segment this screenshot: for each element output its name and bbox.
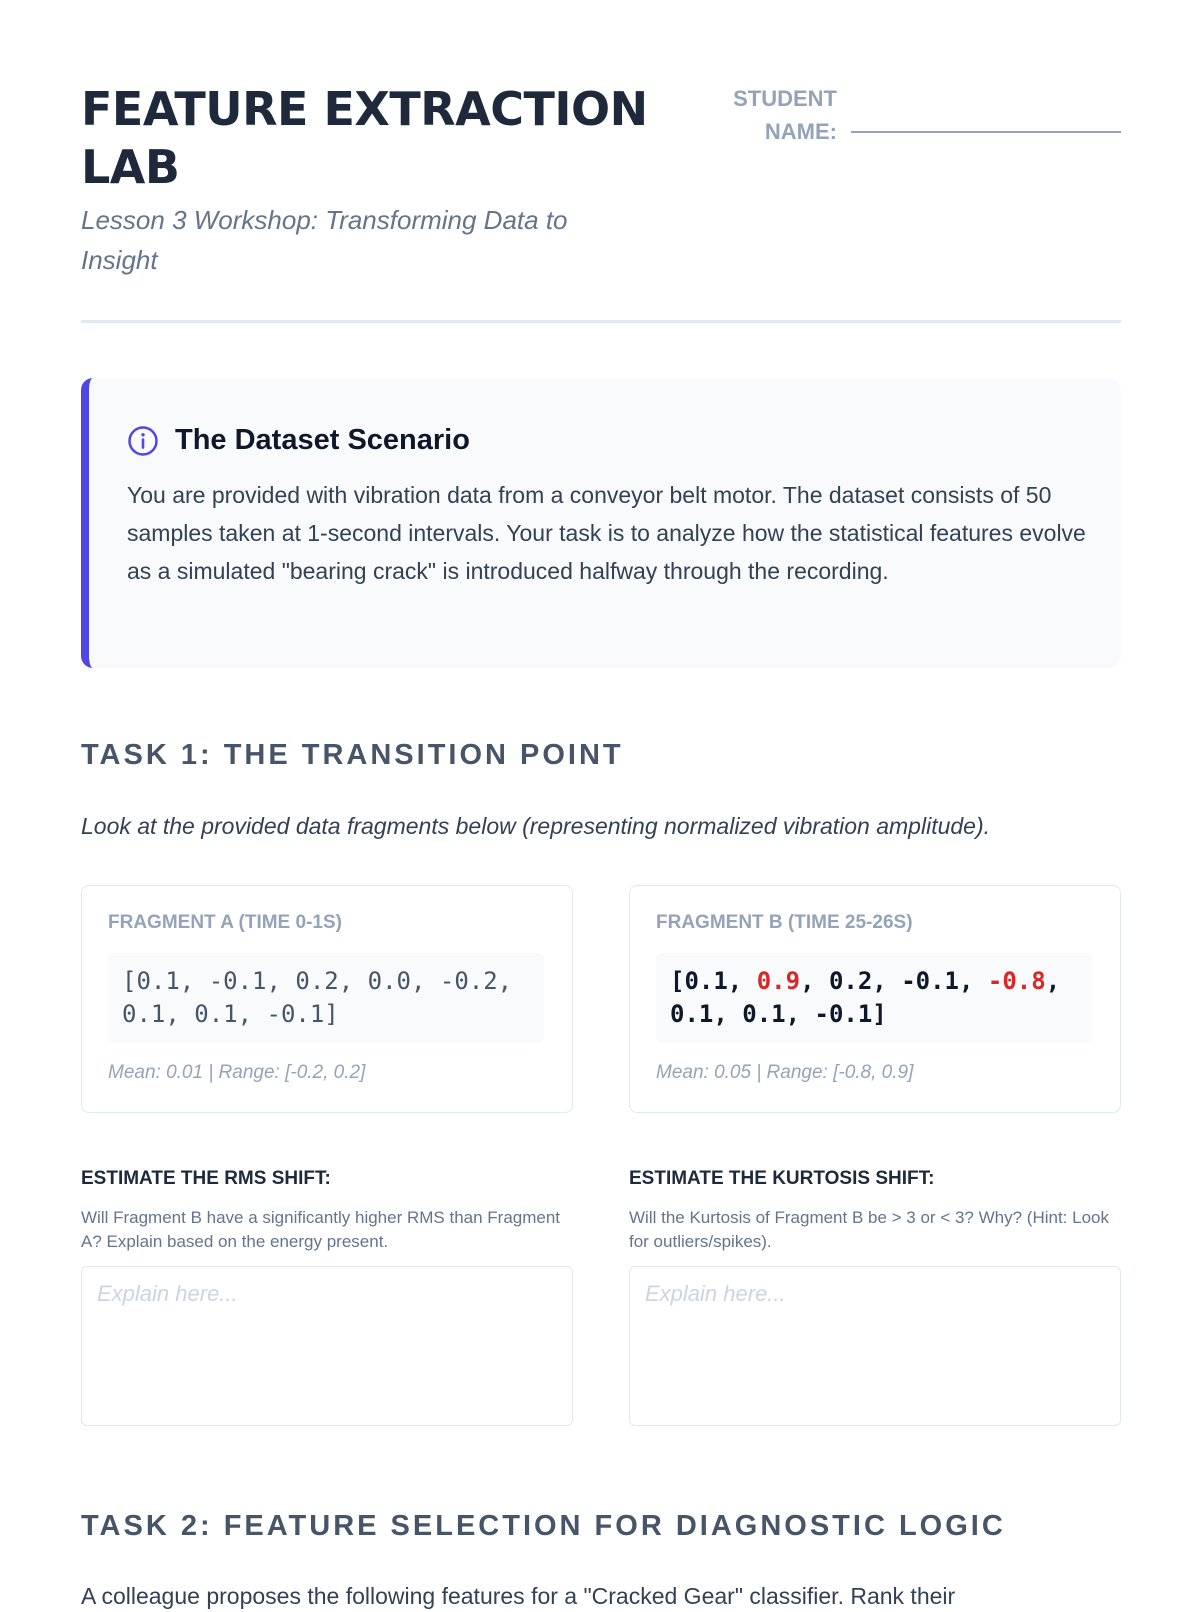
fragment-b-label: FRAGMENT B (TIME 25-26S): [656, 912, 913, 933]
fragment-b-data: [656, 953, 1092, 1043]
info-circle-icon: [127, 425, 159, 457]
rms-estimate-desc: Will Fragment B have a significantly higher RMS than Fragment A? Explain based on the energy present.: [81, 1208, 561, 1251]
scenario-callout: [81, 378, 1121, 668]
rms-estimate-title: ESTIMATE THE RMS SHIFT:: [81, 1168, 331, 1189]
fragment-a-card: [81, 885, 573, 1113]
student-name-line[interactable]: [851, 131, 1121, 133]
kurtosis-estimate-desc: Will the Kurtosis of Fragment B be > 3 or < 3? Why? (Hint: Look for outliers/spikes).: [629, 1208, 1109, 1251]
worksheet-page: [81, 0, 1121, 1609]
fragment-a-line1: [0.1, -0.1, 0.2, 0.0, -0.2,: [122, 967, 513, 995]
task1-instruction: Look at the provided data fragments below (representing normalized vibration amplitude).: [81, 813, 991, 839]
spike-value: 0.9: [756, 967, 801, 995]
fragment-b-card: [629, 885, 1121, 1113]
scenario-title: The Dataset Scenario: [175, 424, 470, 456]
task2-intro: A colleague proposes the following features for a "Cracked Gear" classifier. Rank their: [81, 1583, 956, 1609]
fragment-b-seg3: ,: [1045, 967, 1061, 995]
student-label-line1: STUDENT: [733, 86, 837, 111]
fragment-b-stats: Mean: 0.05 | Range: [-0.8, 0.9]: [656, 1062, 914, 1083]
scenario-body: You are provided with vibration data from a conveyor belt motor. The dataset consists of 50 samples taken at 1-second intervals. Your task is to analyze how the statistical features evolve as a simulated "bearing crack" is introduced halfway through the recording.: [127, 482, 1086, 584]
student-name-field: [711, 80, 1121, 150]
header-divider: [81, 320, 1121, 323]
fragment-b-seg2: , 0.2, -0.1,: [800, 967, 988, 995]
spike-value: -0.8: [987, 967, 1046, 995]
page-subtitle: Lesson 3 Workshop: Transforming Data to Insight: [81, 205, 568, 275]
rms-answer-input[interactable]: [81, 1266, 573, 1426]
task2-title: TASK 2: FEATURE SELECTION FOR DIAGNOSTIC LOGIC: [81, 1510, 1006, 1542]
fragment-b-seg1: [0.1,: [670, 967, 757, 995]
kurtosis-estimate: [629, 1168, 1121, 1254]
task1-title: TASK 1: THE TRANSITION POINT: [81, 739, 624, 771]
kurtosis-estimate-title: ESTIMATE THE KURTOSIS SHIFT:: [629, 1168, 935, 1189]
fragment-a-line2: 0.1, 0.1, -0.1]: [122, 1000, 339, 1028]
page-title: FEATURE EXTRACTION LAB: [81, 82, 648, 194]
fragment-b-line1: [670, 965, 1078, 998]
student-label-line2: NAME:: [764, 119, 837, 144]
kurtosis-answer-input[interactable]: [629, 1266, 1121, 1426]
student-name-label: [733, 82, 837, 148]
rms-estimate: [81, 1168, 573, 1254]
fragment-b-line2: 0.1, 0.1, -0.1]: [670, 1000, 887, 1028]
fragment-a-data: [108, 953, 544, 1043]
fragment-a-stats: Mean: 0.01 | Range: [-0.2, 0.2]: [108, 1062, 366, 1083]
fragment-a-label: FRAGMENT A (TIME 0-1S): [108, 912, 342, 933]
